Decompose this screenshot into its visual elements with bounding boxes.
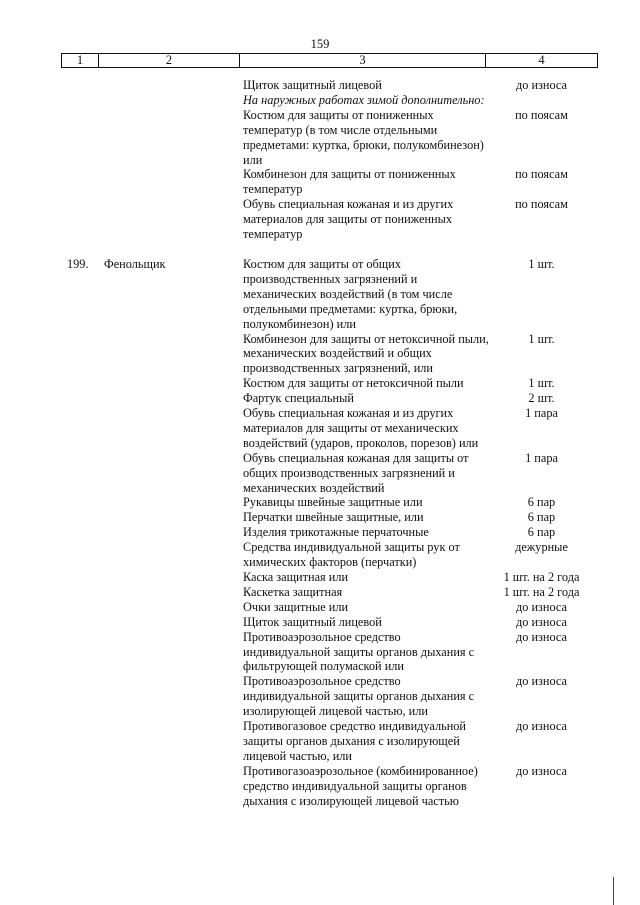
profession-name bbox=[104, 376, 243, 391]
row-number bbox=[0, 108, 104, 168]
ppe-item: Костюм для защиты от нетоксичной пыли bbox=[243, 376, 464, 391]
ppe-item: На наружных работах зимой дополнительно: bbox=[243, 92, 485, 107]
row-number bbox=[0, 93, 104, 108]
ppe-norm: 6 пар bbox=[527, 495, 556, 510]
ppe-item: Обувь специальная кожаная для защиты от общих производственных загрязнений и механических воздействий bbox=[243, 450, 469, 495]
ppe-item: Противогазоаэрозольное (комбинированное) средство индивидуальной защиты органов дыхания с изолирующей лицевой частью bbox=[243, 763, 478, 808]
row-number bbox=[0, 451, 104, 496]
ppe-norm: до износа bbox=[515, 719, 568, 734]
ppe-norm: до износа bbox=[515, 674, 568, 689]
table-row bbox=[0, 406, 640, 451]
header-col-2: 2 bbox=[99, 54, 240, 67]
ppe-norm: 2 шт. bbox=[528, 391, 555, 406]
ppe-item: Обувь специальная кожаная и из других материалов для защиты от механических воздействий (ударов, проколов, порезов) или bbox=[243, 406, 479, 450]
ppe-item: Очки защитные или bbox=[243, 599, 349, 614]
profession-name bbox=[104, 570, 243, 585]
ppe-norm: до износа bbox=[515, 599, 568, 614]
profession-name bbox=[104, 674, 243, 719]
profession-name bbox=[104, 391, 243, 406]
ppe-norm: до износа bbox=[515, 78, 568, 92]
table-row bbox=[0, 719, 640, 764]
ppe-item: Комбинезон для защиты от нетоксичной пыли, механических воздействий и общих производственных загрязнений, или bbox=[243, 331, 489, 376]
ppe-norm: 1 пара bbox=[525, 450, 558, 465]
profession-name bbox=[104, 406, 243, 451]
page-number: 159 bbox=[310, 37, 330, 51]
profession-name bbox=[104, 93, 243, 108]
table-body bbox=[0, 78, 640, 809]
ppe-item: Перчатки швейные защитные, или bbox=[243, 510, 424, 525]
profession-name bbox=[104, 167, 243, 197]
profession-name bbox=[104, 615, 243, 630]
ppe-norm: 1 шт. bbox=[528, 331, 555, 346]
continued-section bbox=[0, 78, 640, 242]
table-row bbox=[0, 197, 640, 242]
table-row bbox=[0, 93, 640, 108]
ppe-norm: 1 шт. на 2 года bbox=[503, 584, 580, 599]
row-number bbox=[0, 406, 104, 451]
profession-name: Фенольщик bbox=[104, 256, 166, 271]
ppe-norm: 1 шт. на 2 года bbox=[503, 570, 580, 584]
table-row bbox=[0, 108, 640, 168]
ppe-norm: до износа bbox=[515, 629, 568, 644]
row-number bbox=[0, 674, 104, 719]
table-row bbox=[0, 540, 640, 570]
row-number bbox=[0, 719, 104, 764]
profession-name bbox=[104, 495, 243, 510]
row-number: 199. bbox=[67, 256, 89, 271]
ppe-norm: 1 пара bbox=[525, 406, 558, 421]
ppe-norm: до износа bbox=[515, 614, 568, 629]
profession-name bbox=[104, 78, 243, 93]
row-number bbox=[0, 540, 104, 570]
table-row bbox=[0, 495, 640, 510]
table-row bbox=[0, 391, 640, 406]
profession-name bbox=[104, 108, 243, 168]
ppe-item: Средства индивидуальной защиты рук от химических факторов (перчатки) bbox=[243, 540, 460, 570]
header-col-3: 3 bbox=[240, 54, 486, 67]
ppe-norm: 6 пар bbox=[527, 510, 556, 525]
profession-name bbox=[104, 332, 243, 377]
table-row bbox=[0, 510, 640, 525]
row-number bbox=[0, 376, 104, 391]
profession-name bbox=[104, 585, 243, 600]
row-number bbox=[0, 495, 104, 510]
row-number bbox=[0, 585, 104, 600]
table-row bbox=[0, 451, 640, 496]
row-number bbox=[0, 525, 104, 540]
header-col-1: 1 bbox=[62, 54, 99, 67]
table-row bbox=[0, 332, 640, 377]
profession-name bbox=[104, 600, 243, 615]
scan-edge-mark bbox=[613, 877, 640, 905]
ppe-item: Костюм для защиты от пониженных температур (в том числе отдельными предметами: куртка, брюки, полукомбинезон) или bbox=[243, 107, 484, 167]
ppe-item: Щиток защитный лицевой bbox=[243, 78, 382, 92]
row-number bbox=[0, 167, 104, 197]
row-number bbox=[0, 391, 104, 406]
ppe-item: Каскетка защитная bbox=[243, 584, 343, 599]
row-number bbox=[0, 764, 104, 809]
ppe-item: Противогазовое средство индивидуальной защиты органов дыхания с изолирующей лицевой частью, или bbox=[243, 719, 467, 763]
row-number bbox=[0, 197, 104, 242]
ppe-norm: дежурные bbox=[515, 540, 568, 555]
ppe-item: Противоаэрозольное средство индивидуальной защиты органов дыхания с фильтрующей полумаской или bbox=[243, 629, 475, 674]
profession-name bbox=[104, 764, 243, 809]
table-row bbox=[0, 630, 640, 675]
row-number bbox=[0, 570, 104, 585]
table-row bbox=[0, 167, 640, 197]
ppe-item: Рукавицы швейные защитные или bbox=[243, 495, 423, 510]
profession-name bbox=[104, 451, 243, 496]
ppe-norm: 1 шт. bbox=[528, 256, 555, 271]
ppe-item: Изделия трикотажные перчаточные bbox=[243, 525, 429, 540]
ppe-norm bbox=[490, 93, 593, 108]
row-number bbox=[0, 332, 104, 377]
table-row bbox=[0, 674, 640, 719]
row-number bbox=[0, 510, 104, 525]
table-row bbox=[0, 257, 640, 332]
row-number bbox=[0, 78, 104, 93]
table-row bbox=[0, 376, 640, 391]
ppe-item: Фартук специальный bbox=[243, 391, 354, 406]
ppe-item: Каска защитная или bbox=[243, 570, 349, 584]
profession-name bbox=[104, 540, 243, 570]
profession-name bbox=[104, 630, 243, 675]
table-row bbox=[0, 585, 640, 600]
ppe-item: Обувь специальная кожаная и из других материалов для защиты от пониженных температур bbox=[243, 197, 454, 242]
profession-name bbox=[104, 197, 243, 242]
profession-name bbox=[104, 525, 243, 540]
table-row bbox=[0, 78, 640, 93]
profession-section-199 bbox=[0, 257, 640, 809]
ppe-norm: 6 пар bbox=[527, 525, 556, 540]
ppe-item: Комбинезон для защиты от пониженных температур bbox=[243, 167, 456, 197]
table-row bbox=[0, 764, 640, 809]
row-number bbox=[0, 630, 104, 675]
section-gap bbox=[0, 242, 640, 257]
profession-name bbox=[104, 719, 243, 764]
header-col-4: 4 bbox=[538, 53, 545, 67]
ppe-item: Щиток защитный лицевой bbox=[243, 614, 382, 629]
ppe-item: Противоаэрозольное средство индивидуальной защиты органов дыхания с изолирующей лицевой частью, или bbox=[243, 674, 475, 719]
row-number bbox=[0, 615, 104, 630]
ppe-norm: по поясам bbox=[515, 197, 568, 212]
ppe-norm: до износа bbox=[515, 763, 568, 778]
table-header bbox=[61, 53, 598, 68]
table-row bbox=[0, 570, 640, 585]
ppe-item: Костюм для защиты от общих производственных загрязнений и механических воздействий (в том числе отдельными предметами: куртка, брюки, полукомбинезон) или bbox=[243, 256, 458, 331]
ppe-norm: по поясам bbox=[515, 107, 568, 122]
row-number bbox=[0, 600, 104, 615]
profession-name bbox=[104, 510, 243, 525]
ppe-norm: 1 шт. bbox=[528, 376, 555, 391]
ppe-norm: по поясам bbox=[515, 167, 568, 182]
table-row bbox=[0, 615, 640, 630]
table-row bbox=[0, 600, 640, 615]
table-row bbox=[0, 525, 640, 540]
